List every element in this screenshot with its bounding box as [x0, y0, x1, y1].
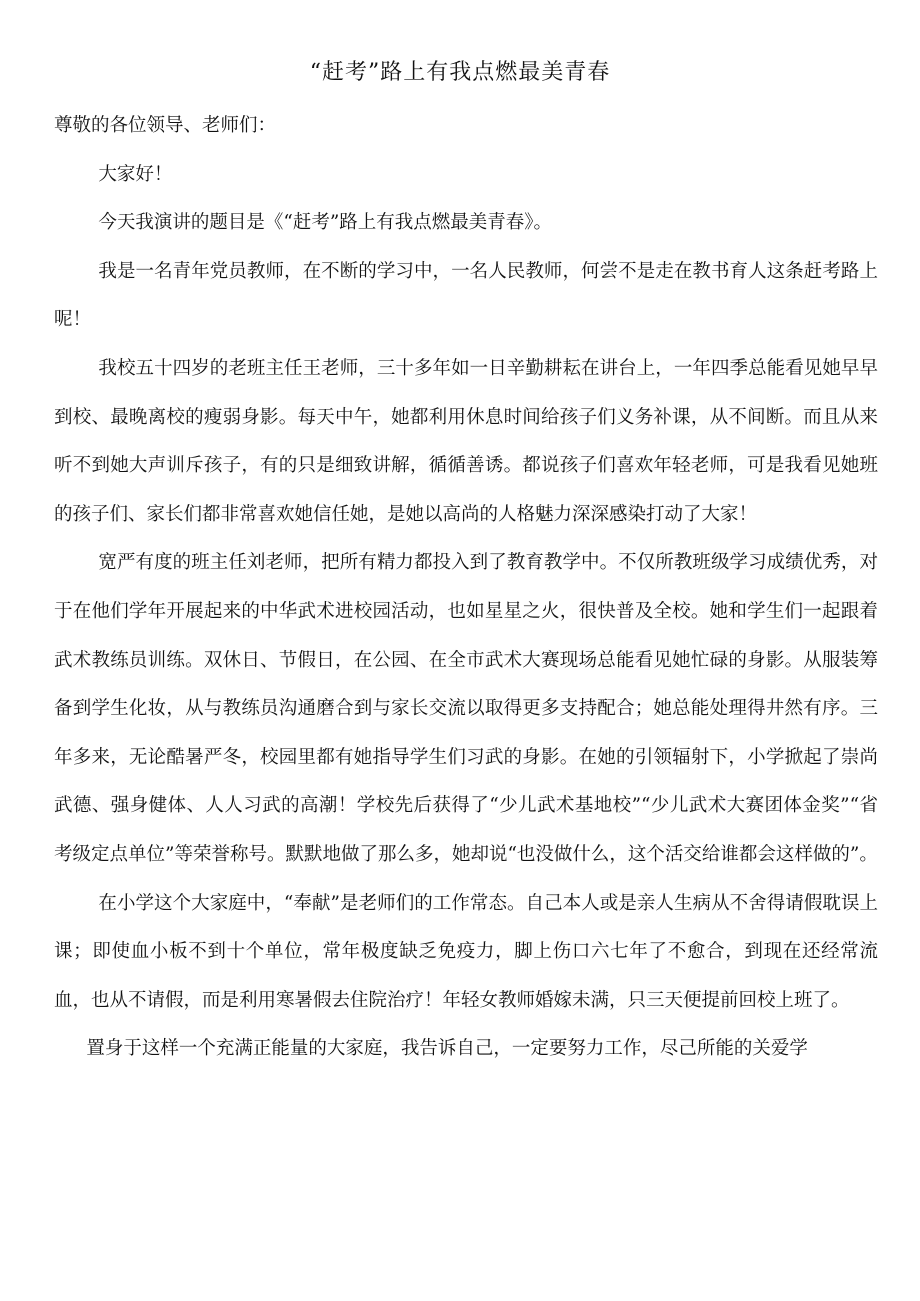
paragraph: 我校五十四岁的老班主任王老师，三十多年如一日辛勤耕耘在讲台上，一年四季总能看见她早早到校、最晚离校的瘦弱身影。每天中午，她都利用休息时间给孩子们义务补课，从不间断。而且从来听不到她大声训斥孩子，有的只是细致讲解，循循善诱。都说孩子们喜欢年轻老师，可是我看见她班的孩子们、家长们都非常喜欢她信任她，是她以高尚的人格魅力深深感染打动了大家！	[54, 357, 878, 525]
paragraph: 宽严有度的班主任刘老师，把所有精力都投入到了教育教学中。不仅所教班级学习成绩优秀，对于在他们学年开展起来的中华武术进校园活动，也如星星之火，很快普及全校。她和学生们一起跟着武术教练员训练。双休日、节假日，在公园、在全市武术大赛现场总能看见她忙碌的身影。从服装筹备到学生化妆，从与教练员沟通磨合到与家长交流以取得更多支持配合；她总能处理得井然有序。三年多来，无论酷暑严冬，校园里都有她指导学生们习武的身影。在她的引领辐射下，小学掀起了崇尚武德、强身健体、人人习武的高潮！学校先后获得了“少儿武术基地校”“少儿武术大赛团体金奖”“省考级定点单位”等荣誉称号。默默地做了那么多，她却说“也没做什么，这个活交给谁都会这样做的”。	[54, 552, 878, 865]
document-title: “赶考”路上有我点燃最美青春	[309, 60, 611, 85]
paragraph: 大家好！	[98, 163, 173, 185]
paragraph: 在小学这个大家庭中，“奉献”是老师们的工作常态。自己本人或是亲人生病从不舍得请假耽误上课；即使血小板不到十个单位，常年极度缺乏免疫力，脚上伤口六七年了不愈合，到现在还经常流血，也从不请假，而是利用寒暑假去住院治疗！年轻女教师婚嫁未满，只三天便提前回校上班了。	[54, 892, 878, 1011]
paragraph: 今天我演讲的题目是《“赶考”路上有我点燃最美青春》。	[98, 212, 553, 234]
paragraph: 我是一名青年党员教师，在不断的学习中，一名人民教师，何尝不是走在教书育人这条赶考路上呢！	[54, 260, 878, 331]
paragraph: 置身于这样一个充满正能量的大家庭，我告诉自己，一定要努力工作，尽己所能的关爱学	[86, 1038, 808, 1060]
salutation: 尊敬的各位领导、老师们：	[54, 115, 277, 136]
document-body	[54, 102, 878, 1074]
